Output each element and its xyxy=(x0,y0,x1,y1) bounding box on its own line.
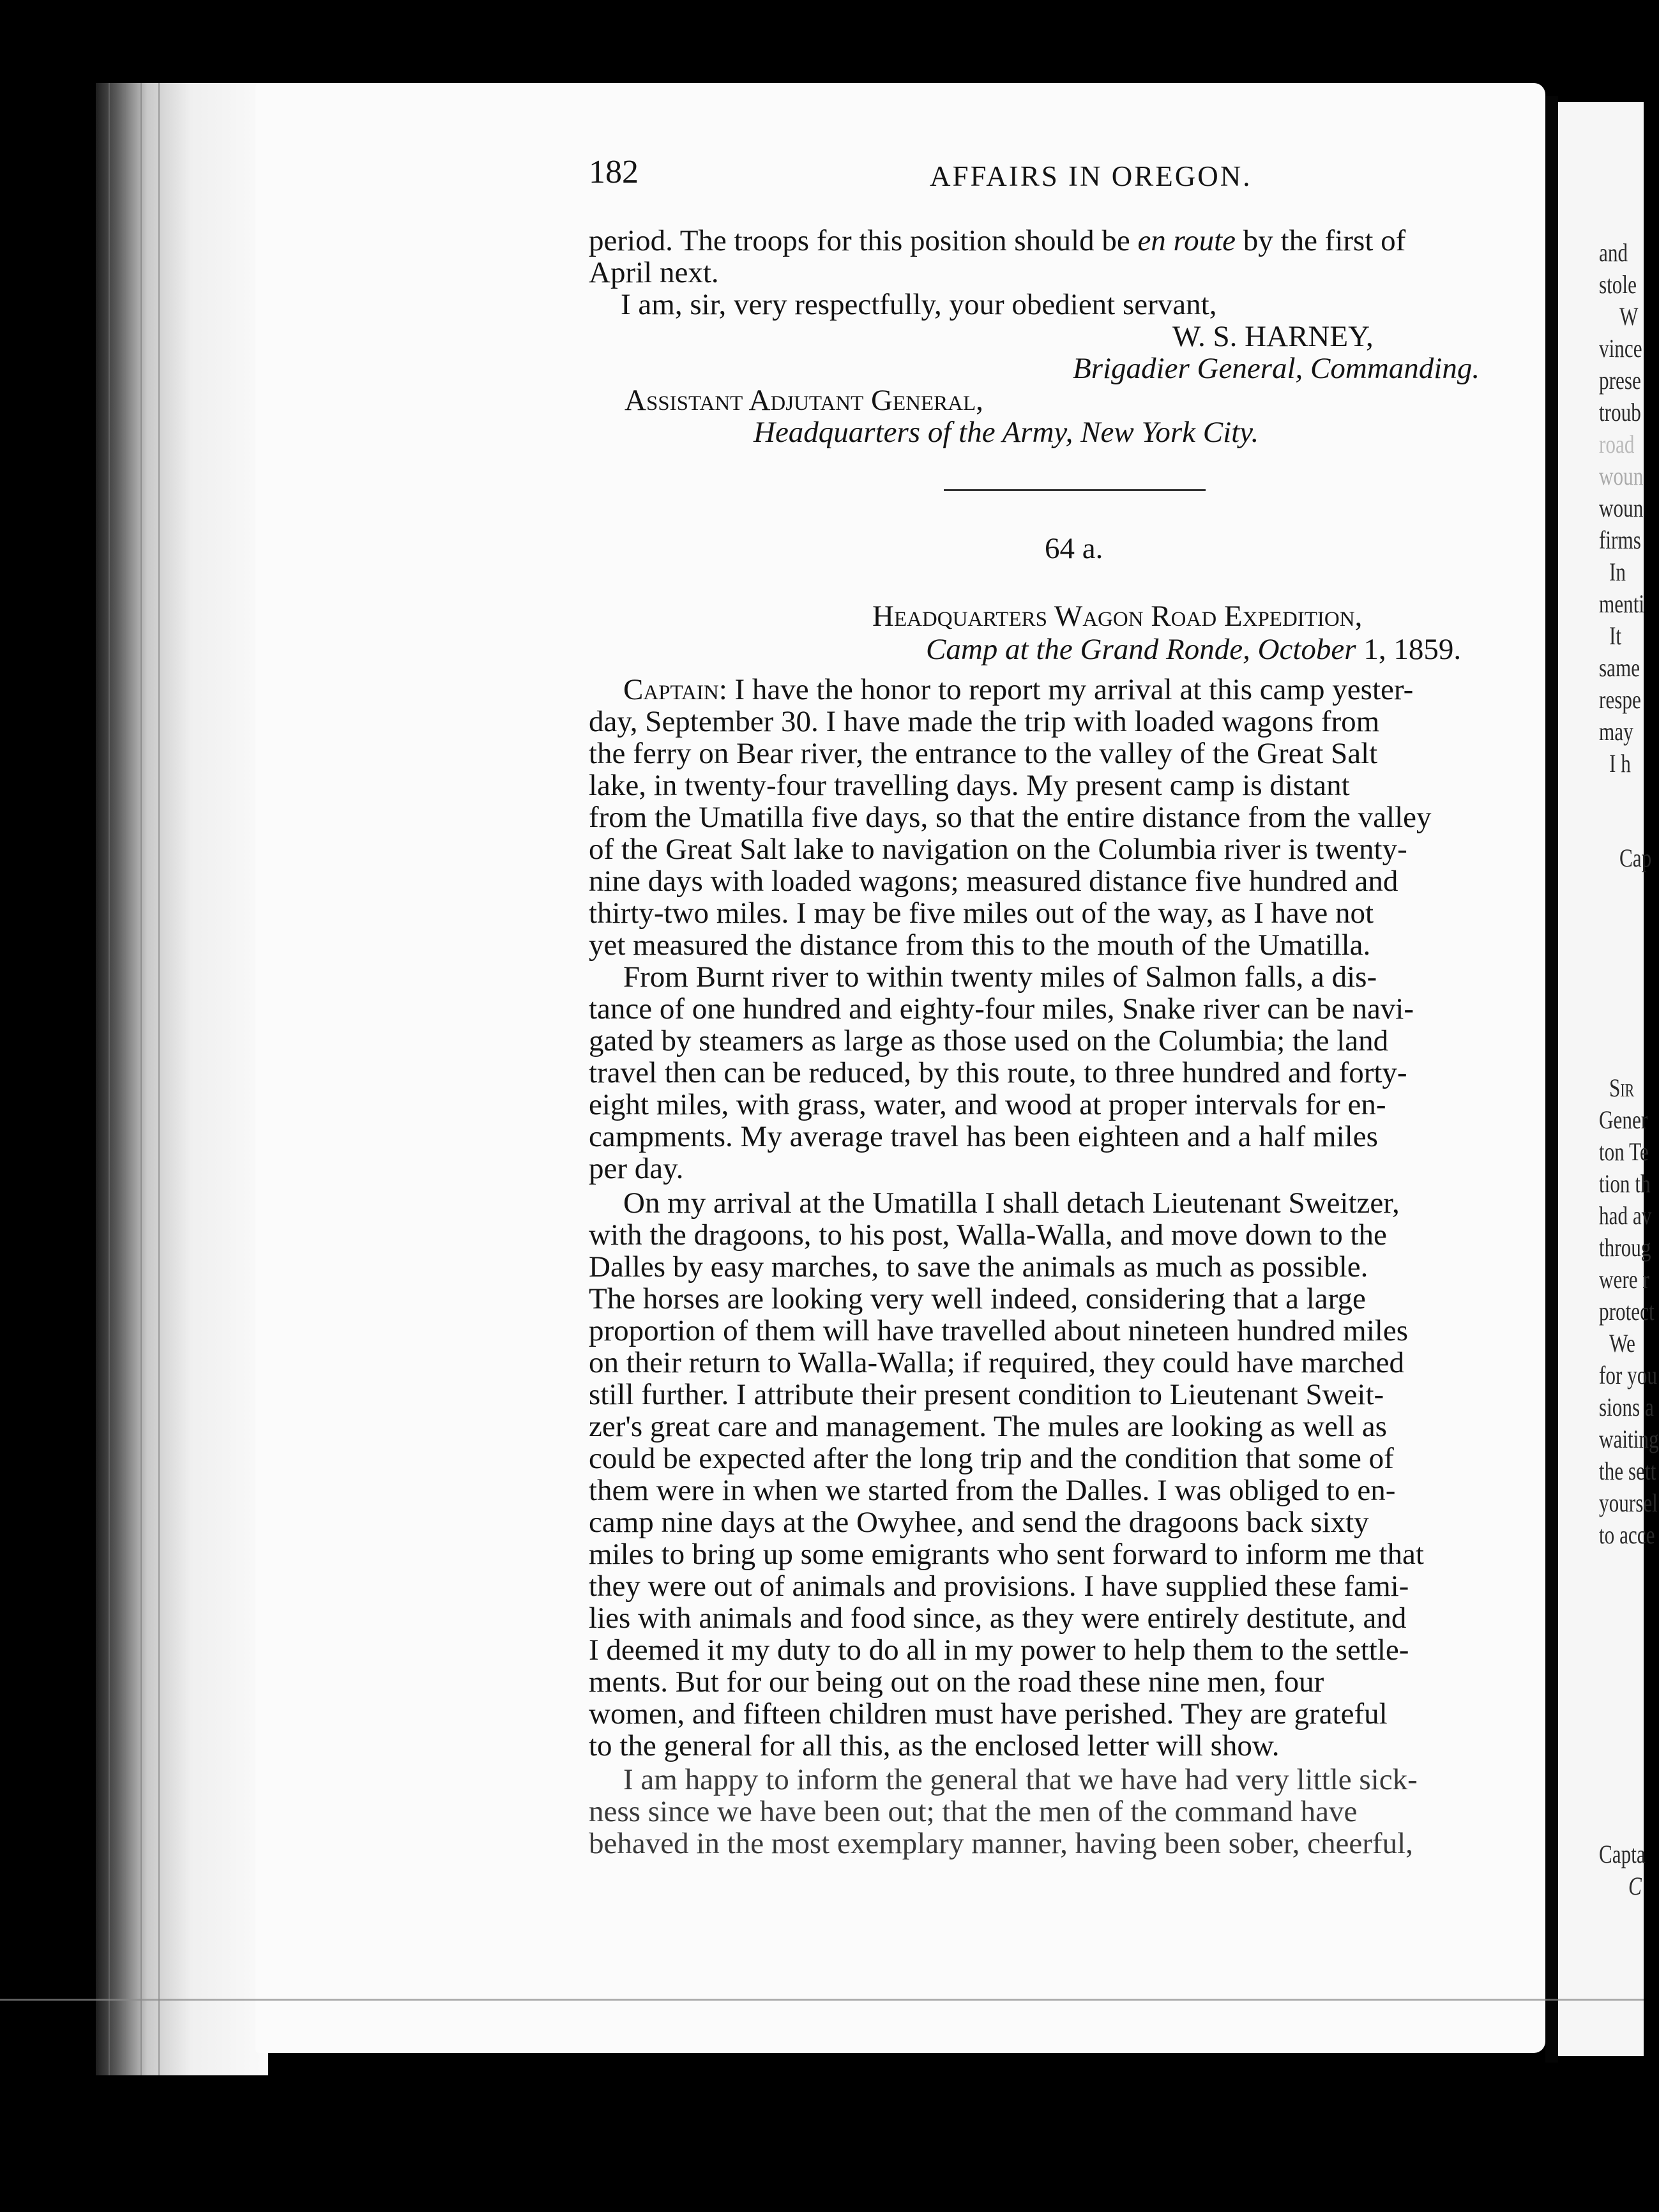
body-line: On my arrival at the Umatilla I shall detach Lieutenant Sweitzer, xyxy=(623,1186,1400,1220)
body-line: I am happy to inform the general that we have had very little sick- xyxy=(623,1763,1418,1796)
body-line: them were in when we started from the Dalles. I was obliged to en- xyxy=(589,1474,1396,1507)
facing-fragment: and xyxy=(1599,238,1628,267)
facing-fragment: ton Te xyxy=(1599,1137,1649,1166)
body-line: with the dragoons, to his post, Walla-Walla, and move down to the xyxy=(589,1218,1387,1252)
facing-fragment: protect xyxy=(1599,1297,1655,1326)
body-line: ness since we have been out; that the men of the command have xyxy=(589,1795,1358,1828)
gutter-shadow xyxy=(1545,96,1558,2063)
body-line: ments. But for our being out on the road these nine men, four xyxy=(589,1665,1324,1699)
running-title: AFFAIRS IN OREGON. xyxy=(930,160,1252,192)
body-line: I deemed it my duty to do all in my power to help them to the settle- xyxy=(589,1633,1409,1667)
facing-fragment: In xyxy=(1609,557,1626,586)
facing-fragment: vince xyxy=(1599,334,1642,363)
facing-fragment: to acce xyxy=(1599,1520,1655,1549)
facing-fragment: were r xyxy=(1599,1265,1649,1294)
facing-fragment: throug xyxy=(1599,1233,1651,1262)
body-line: women, and fifteen children must have perished. They are grateful xyxy=(589,1697,1388,1731)
facing-fragment: I h xyxy=(1609,749,1631,778)
facing-fragment: yoursel xyxy=(1599,1489,1658,1517)
body-line: lake, in twenty-four travelling days. My present camp is distant xyxy=(589,769,1350,802)
body-line: Dalles by easy marches, to save the animals as much as possible. xyxy=(589,1250,1368,1284)
page-number: 182 xyxy=(589,154,639,190)
body-line: camp nine days at the Owyhee, and send the dragoons back sixty xyxy=(589,1506,1369,1539)
facing-fragment: troub xyxy=(1599,398,1641,427)
signature-title: Brigadier General, Commanding. xyxy=(1073,352,1480,385)
document-number: 64 a. xyxy=(1045,532,1103,565)
body-line: April next. xyxy=(589,256,719,289)
facing-fragment: menti xyxy=(1599,589,1645,618)
facing-fragment: may xyxy=(1599,717,1633,746)
addressee-place: Headquarters of the Army, New York City. xyxy=(754,416,1259,449)
body-line: of the Great Salt lake to navigation on the Columbia river is twenty- xyxy=(589,833,1407,866)
facing-fragment: firms xyxy=(1599,526,1641,554)
body-line: could be expected after the long trip and the condition that some of xyxy=(589,1442,1394,1475)
facing-fragment: woun xyxy=(1599,494,1644,522)
facing-fragment: road xyxy=(1599,430,1635,458)
salutation: Captain: xyxy=(623,673,727,706)
facing-fragment: stole xyxy=(1599,270,1637,299)
body-line: behaved in the most exemplary manner, having been sober, cheerful, xyxy=(589,1827,1413,1860)
body-line: The horses are looking very well indeed, considering that a large xyxy=(589,1282,1366,1315)
facing-fragment: It xyxy=(1609,621,1622,650)
facing-fragment: Capta xyxy=(1599,1840,1646,1868)
body-line: Captain: I have the honor to report my arrival at this camp yester- xyxy=(623,673,1414,706)
body-line: day, September 30. I have made the trip with loaded wagons from xyxy=(589,705,1380,738)
body-line: period. The troops for this position should be en route by the first of xyxy=(589,224,1406,257)
facing-fragment: woun xyxy=(1599,462,1644,490)
body-line: From Burnt river to within twenty miles of Salmon falls, a dis- xyxy=(623,960,1377,994)
letter-heading: Headquarters Wagon Road Expedition, xyxy=(872,600,1363,633)
body-line: still further. I attribute their present condition to Lieutenant Sweit- xyxy=(589,1378,1384,1411)
body-line: the ferry on Bear river, the entrance to the valley of the Great Salt xyxy=(589,737,1378,770)
body-line: eight miles, with grass, water, and wood at proper intervals for en- xyxy=(589,1088,1386,1121)
facing-fragment: waiting xyxy=(1599,1425,1659,1453)
facing-fragment: for you xyxy=(1599,1361,1657,1390)
facing-fragment: had av xyxy=(1599,1201,1652,1230)
addressee-title: Assistant Adjutant General, xyxy=(625,384,983,417)
facing-fragment: prese xyxy=(1599,366,1641,395)
facing-fragment: C xyxy=(1628,1872,1642,1900)
body-line: campments. My average travel has been eighteen and a half miles xyxy=(589,1120,1378,1153)
signature-name: W. S. HARNEY, xyxy=(1172,320,1374,353)
facing-fragment: tion th xyxy=(1599,1169,1651,1198)
body-line: per day. xyxy=(589,1152,684,1185)
body-line: nine days with loaded wagons; measured distance five hundred and xyxy=(589,865,1398,898)
body-line: yet measured the distance from this to the mouth of the Umatilla. xyxy=(589,928,1371,962)
facing-fragment: the sett xyxy=(1599,1457,1656,1485)
body-line: tance of one hundred and eighty-four miles, Snake river can be navi- xyxy=(589,992,1414,1026)
body-line: on their return to Walla-Walla; if required, they could have marched xyxy=(589,1346,1405,1379)
letter-dateline: Camp at the Grand Ronde, October 1, 1859. xyxy=(926,633,1462,666)
body-line: thirty-two miles. I may be five miles out of the way, as I have not xyxy=(589,897,1374,930)
facing-fragment: Cap xyxy=(1619,844,1652,872)
facing-fragment: Sir xyxy=(1609,1073,1635,1102)
facing-fragment: respe xyxy=(1599,685,1641,714)
facing-page xyxy=(1558,102,1659,2056)
closing-line: I am, sir, very respectfully, your obedient servant, xyxy=(621,288,1217,321)
scan-artifact-line xyxy=(0,1999,1644,2001)
facing-fragment: Gener xyxy=(1599,1105,1648,1134)
facing-fragment: We xyxy=(1609,1329,1635,1358)
body-line: miles to bring up some emigrants who sent forward to inform me that xyxy=(589,1538,1424,1571)
body-line: travel then can be reduced, by this route, to three hundred and forty- xyxy=(589,1056,1407,1089)
body-line: proportion of them will have travelled about nineteen hundred miles xyxy=(589,1314,1408,1347)
body-line: gated by steamers as large as those used on the Columbia; the land xyxy=(589,1024,1389,1057)
page-edges xyxy=(96,83,268,2075)
body-line: from the Umatilla five days, so that the entire distance from the valley xyxy=(589,801,1432,834)
body-line: to the general for all this, as the enclosed letter will show. xyxy=(589,1729,1280,1762)
body-line: zer's great care and management. The mules are looking as well as xyxy=(589,1410,1387,1443)
body-line: they were out of animals and provisions. I have supplied these fami- xyxy=(589,1570,1409,1603)
body-line: lies with animals and food since, as they were entirely destitute, and xyxy=(589,1602,1407,1635)
facing-fragment: same xyxy=(1599,653,1640,682)
facing-fragment: W xyxy=(1619,302,1639,331)
section-divider xyxy=(944,489,1206,491)
facing-fragment: sions a xyxy=(1599,1393,1654,1421)
